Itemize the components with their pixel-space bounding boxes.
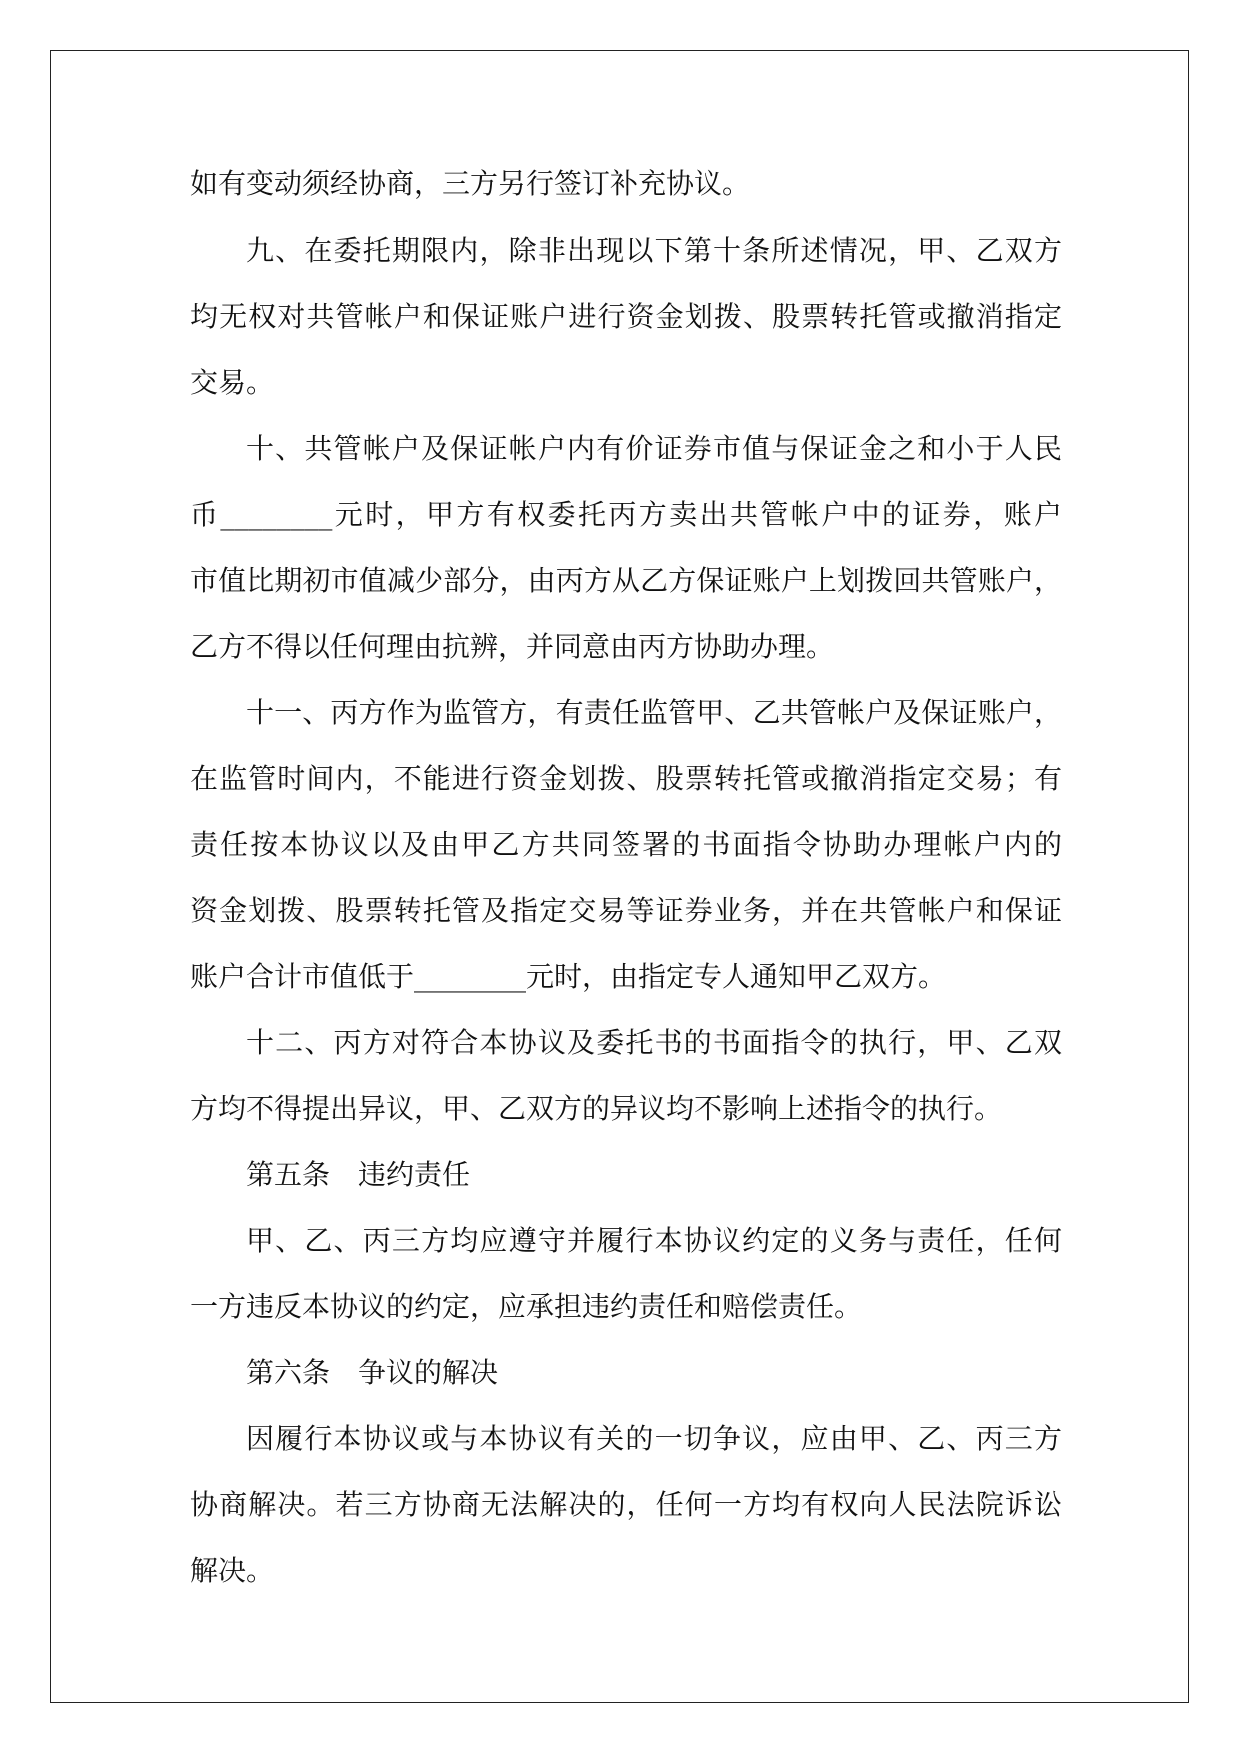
text-line: 十二、丙方对符合本协议及委托书的书面指令的执行，甲、乙双 xyxy=(246,1026,1062,1059)
text-line: 均无权对共管帐户和保证账户进行资金划拨、股票转托管或撤消指定 xyxy=(190,300,1062,333)
text-line: 解决。 xyxy=(190,1554,275,1587)
text-line: 协商解决。若三方协商无法解决的，任何一方均有权向人民法院诉讼 xyxy=(190,1488,1062,1521)
text-line: 方均不得提出异议，甲、乙双方的异议均不影响上述指令的执行。 xyxy=(190,1092,1003,1125)
text-line: 责任按本协议以及由甲乙方共同签署的书面指令协助办理帐户内的 xyxy=(190,828,1062,861)
text-line: 在监管时间内，不能进行资金划拨、股票转托管或撤消指定交易；有 xyxy=(190,762,1062,795)
text-line: 一方违反本协议的约定，应承担违约责任和赔偿责任。 xyxy=(190,1290,863,1323)
section-heading: 第六条 争议的解决 xyxy=(246,1356,499,1389)
section-heading: 第五条 违约责任 xyxy=(246,1158,471,1191)
text-line: 因履行本协议或与本协议有关的一切争议，应由甲、乙、丙三方 xyxy=(246,1422,1062,1455)
text-line: 账户合计市值低于________元时，由指定专人通知甲乙双方。 xyxy=(190,960,947,993)
text-line: 甲、乙、丙三方均应遵守并履行本协议约定的义务与责任，任何 xyxy=(246,1224,1062,1257)
text-line: 资金划拨、股票转托管及指定交易等证券业务，并在共管帐户和保证 xyxy=(190,894,1062,927)
text-line: 乙方不得以任何理由抗辨，并同意由丙方协助办理。 xyxy=(190,630,835,663)
text-line: 如有变动须经协商，三方另行签订补充协议。 xyxy=(190,167,751,200)
text-line: 十一、丙方作为监管方，有责任监管甲、乙共管帐户及保证账户， xyxy=(246,696,1062,729)
text-line: 十、共管帐户及保证帐户内有价证券市值与保证金之和小于人民 xyxy=(246,432,1062,465)
text-line: 交易。 xyxy=(190,366,275,399)
text-line: 币________元时，甲方有权委托丙方卖出共管帐户中的证券，账户 xyxy=(190,498,1062,531)
text-line: 九、在委托期限内，除非出现以下第十条所述情况，甲、乙双方 xyxy=(246,234,1062,267)
text-line: 市值比期初市值减少部分，由丙方从乙方保证账户上划拨回共管账户， xyxy=(190,564,1062,597)
